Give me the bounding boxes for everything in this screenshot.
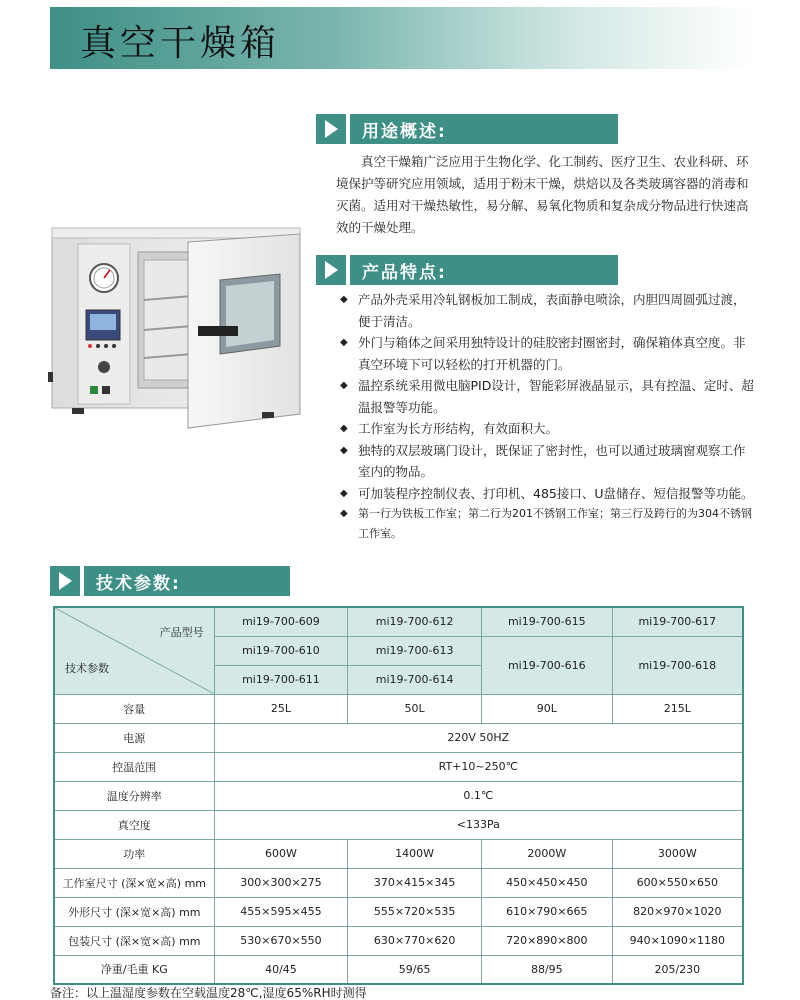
row-label: 控温范围: [54, 752, 214, 781]
value-cell: 820×970×1020: [612, 897, 743, 926]
table-row: [54, 723, 743, 752]
value-cell: 25L: [214, 694, 348, 723]
arrow-icon: [316, 255, 346, 285]
value-cell: 3000W: [612, 839, 743, 868]
model-cell: mi19-700-615: [481, 607, 612, 636]
table-row: [54, 839, 743, 868]
feature-item: ◆ 工作室为长方形结构，有效面积大。: [340, 418, 754, 440]
value-cell: 720×890×800: [481, 926, 612, 955]
table-row: [54, 607, 743, 636]
value-cell: <133Pa: [214, 810, 743, 839]
arrow-icon: [50, 566, 80, 596]
value-cell: 215L: [612, 694, 743, 723]
value-cell: 610×790×665: [481, 897, 612, 926]
model-cell: mi19-700-613: [348, 636, 482, 665]
table-row: [54, 694, 743, 723]
value-cell: 88/95: [481, 955, 612, 984]
usage-section-heading: [316, 114, 618, 144]
table-row: [54, 955, 743, 984]
diagonal-header-cell: [54, 607, 214, 694]
diagonal-line: [55, 608, 214, 694]
features-heading: 产品特点:: [350, 255, 618, 285]
param-label: 技术参数: [65, 662, 109, 675]
usage-text: 真空干燥箱广泛应用于生物化学、化工制药、医疗卫生、农业科研、环境保护等研究应用领域，适用于粉末干燥，烘焙以及各类玻璃容器的消毒和灭菌。适用对干燥热敏性，易分解、易氧化物质和复杂成分物品进行快速高效的干燥处理。: [336, 154, 749, 235]
row-label: 净重/毛重 KG: [54, 955, 214, 984]
feature-item: ◆ 产品外壳采用冷轧钢板加工制成，表面静电喷涂，内胆四周圆弧过渡，便于清洁。: [340, 289, 754, 332]
value-cell: 530×670×550: [214, 926, 348, 955]
title-banner: [50, 7, 752, 69]
model-cell: mi19-700-614: [348, 665, 482, 694]
table-row: [54, 752, 743, 781]
feature-item: ◆ 温控系统采用微电脑PID设计，智能彩屏液晶显示，具有控温、定时、超温报警等功能。: [340, 375, 754, 418]
row-label: 温度分辨率: [54, 781, 214, 810]
value-cell: 600W: [214, 839, 348, 868]
row-label: 包装尺寸 (深×宽×高) mm: [54, 926, 214, 955]
value-cell: 555×720×535: [348, 897, 482, 926]
feature-list: [340, 289, 754, 544]
value-cell: 59/65: [348, 955, 482, 984]
value-cell: RT+10~250℃: [214, 752, 743, 781]
usage-heading: 用途概述:: [350, 114, 618, 144]
model-cell: mi19-700-612: [348, 607, 482, 636]
footnote: 备注：以上温湿度参数在空载温度28℃,湿度65%RH时测得: [50, 986, 367, 1000]
row-label: 工作室尺寸 (深×宽×高) mm: [54, 868, 214, 897]
table-row: [54, 868, 743, 897]
model-cell: mi19-700-610: [214, 636, 348, 665]
features-section-heading: [316, 255, 618, 285]
specs-section-heading: [50, 566, 290, 596]
value-cell: 300×300×275: [214, 868, 348, 897]
feature-item: ◆ 可加装程序控制仪表、打印机、485接口、U盘储存、短信报警等功能。: [340, 483, 754, 505]
value-cell: 205/230: [612, 955, 743, 984]
value-cell: 940×1090×1180: [612, 926, 743, 955]
feature-item: ◆ 外门与箱体之间采用独特设计的硅胶密封圈密封，确保箱体真空度。非真空环境下可以轻松的打开机器的门。: [340, 332, 754, 375]
value-cell: 2000W: [481, 839, 612, 868]
page-title: 真空干燥箱: [80, 23, 281, 64]
value-cell: 600×550×650: [612, 868, 743, 897]
table-row: [54, 926, 743, 955]
feature-item: ◆ 第一行为铁板工作室；第二行为201不锈钢工作室；第三行及跨行的为304不锈钢工作室。: [340, 504, 754, 544]
spec-body: [54, 694, 743, 984]
model-cell: mi19-700-616: [481, 636, 612, 694]
specs-heading: 技术参数:: [84, 566, 290, 596]
table-row: [54, 810, 743, 839]
row-label: 真空度: [54, 810, 214, 839]
value-cell: 220V 50HZ: [214, 723, 743, 752]
arrow-icon: [316, 114, 346, 144]
table-row: [54, 781, 743, 810]
value-cell: 370×415×345: [348, 868, 482, 897]
model-cell: mi19-700-609: [214, 607, 348, 636]
value-cell: 0.1℃: [214, 781, 743, 810]
value-cell: 1400W: [348, 839, 482, 868]
model-cell: mi19-700-618: [612, 636, 743, 694]
value-cell: 40/45: [214, 955, 348, 984]
row-label: 电源: [54, 723, 214, 752]
feature-item: ◆ 独特的双层玻璃门设计，既保证了密封性，也可以通过玻璃窗观察工作室内的物品。: [340, 440, 754, 483]
model-cell: mi19-700-617: [612, 607, 743, 636]
table-row: [54, 897, 743, 926]
value-cell: 630×770×620: [348, 926, 482, 955]
value-cell: 90L: [481, 694, 612, 723]
row-label: 外形尺寸 (深×宽×高) mm: [54, 897, 214, 926]
value-cell: 50L: [348, 694, 482, 723]
row-label: 容量: [54, 694, 214, 723]
row-label: 功率: [54, 839, 214, 868]
value-cell: 455×595×455: [214, 897, 348, 926]
vacuum-oven-image: [48, 222, 310, 434]
model-cell: mi19-700-611: [214, 665, 348, 694]
spec-table: [53, 606, 744, 985]
model-label: 产品型号: [159, 626, 204, 639]
value-cell: 450×450×450: [481, 868, 612, 897]
